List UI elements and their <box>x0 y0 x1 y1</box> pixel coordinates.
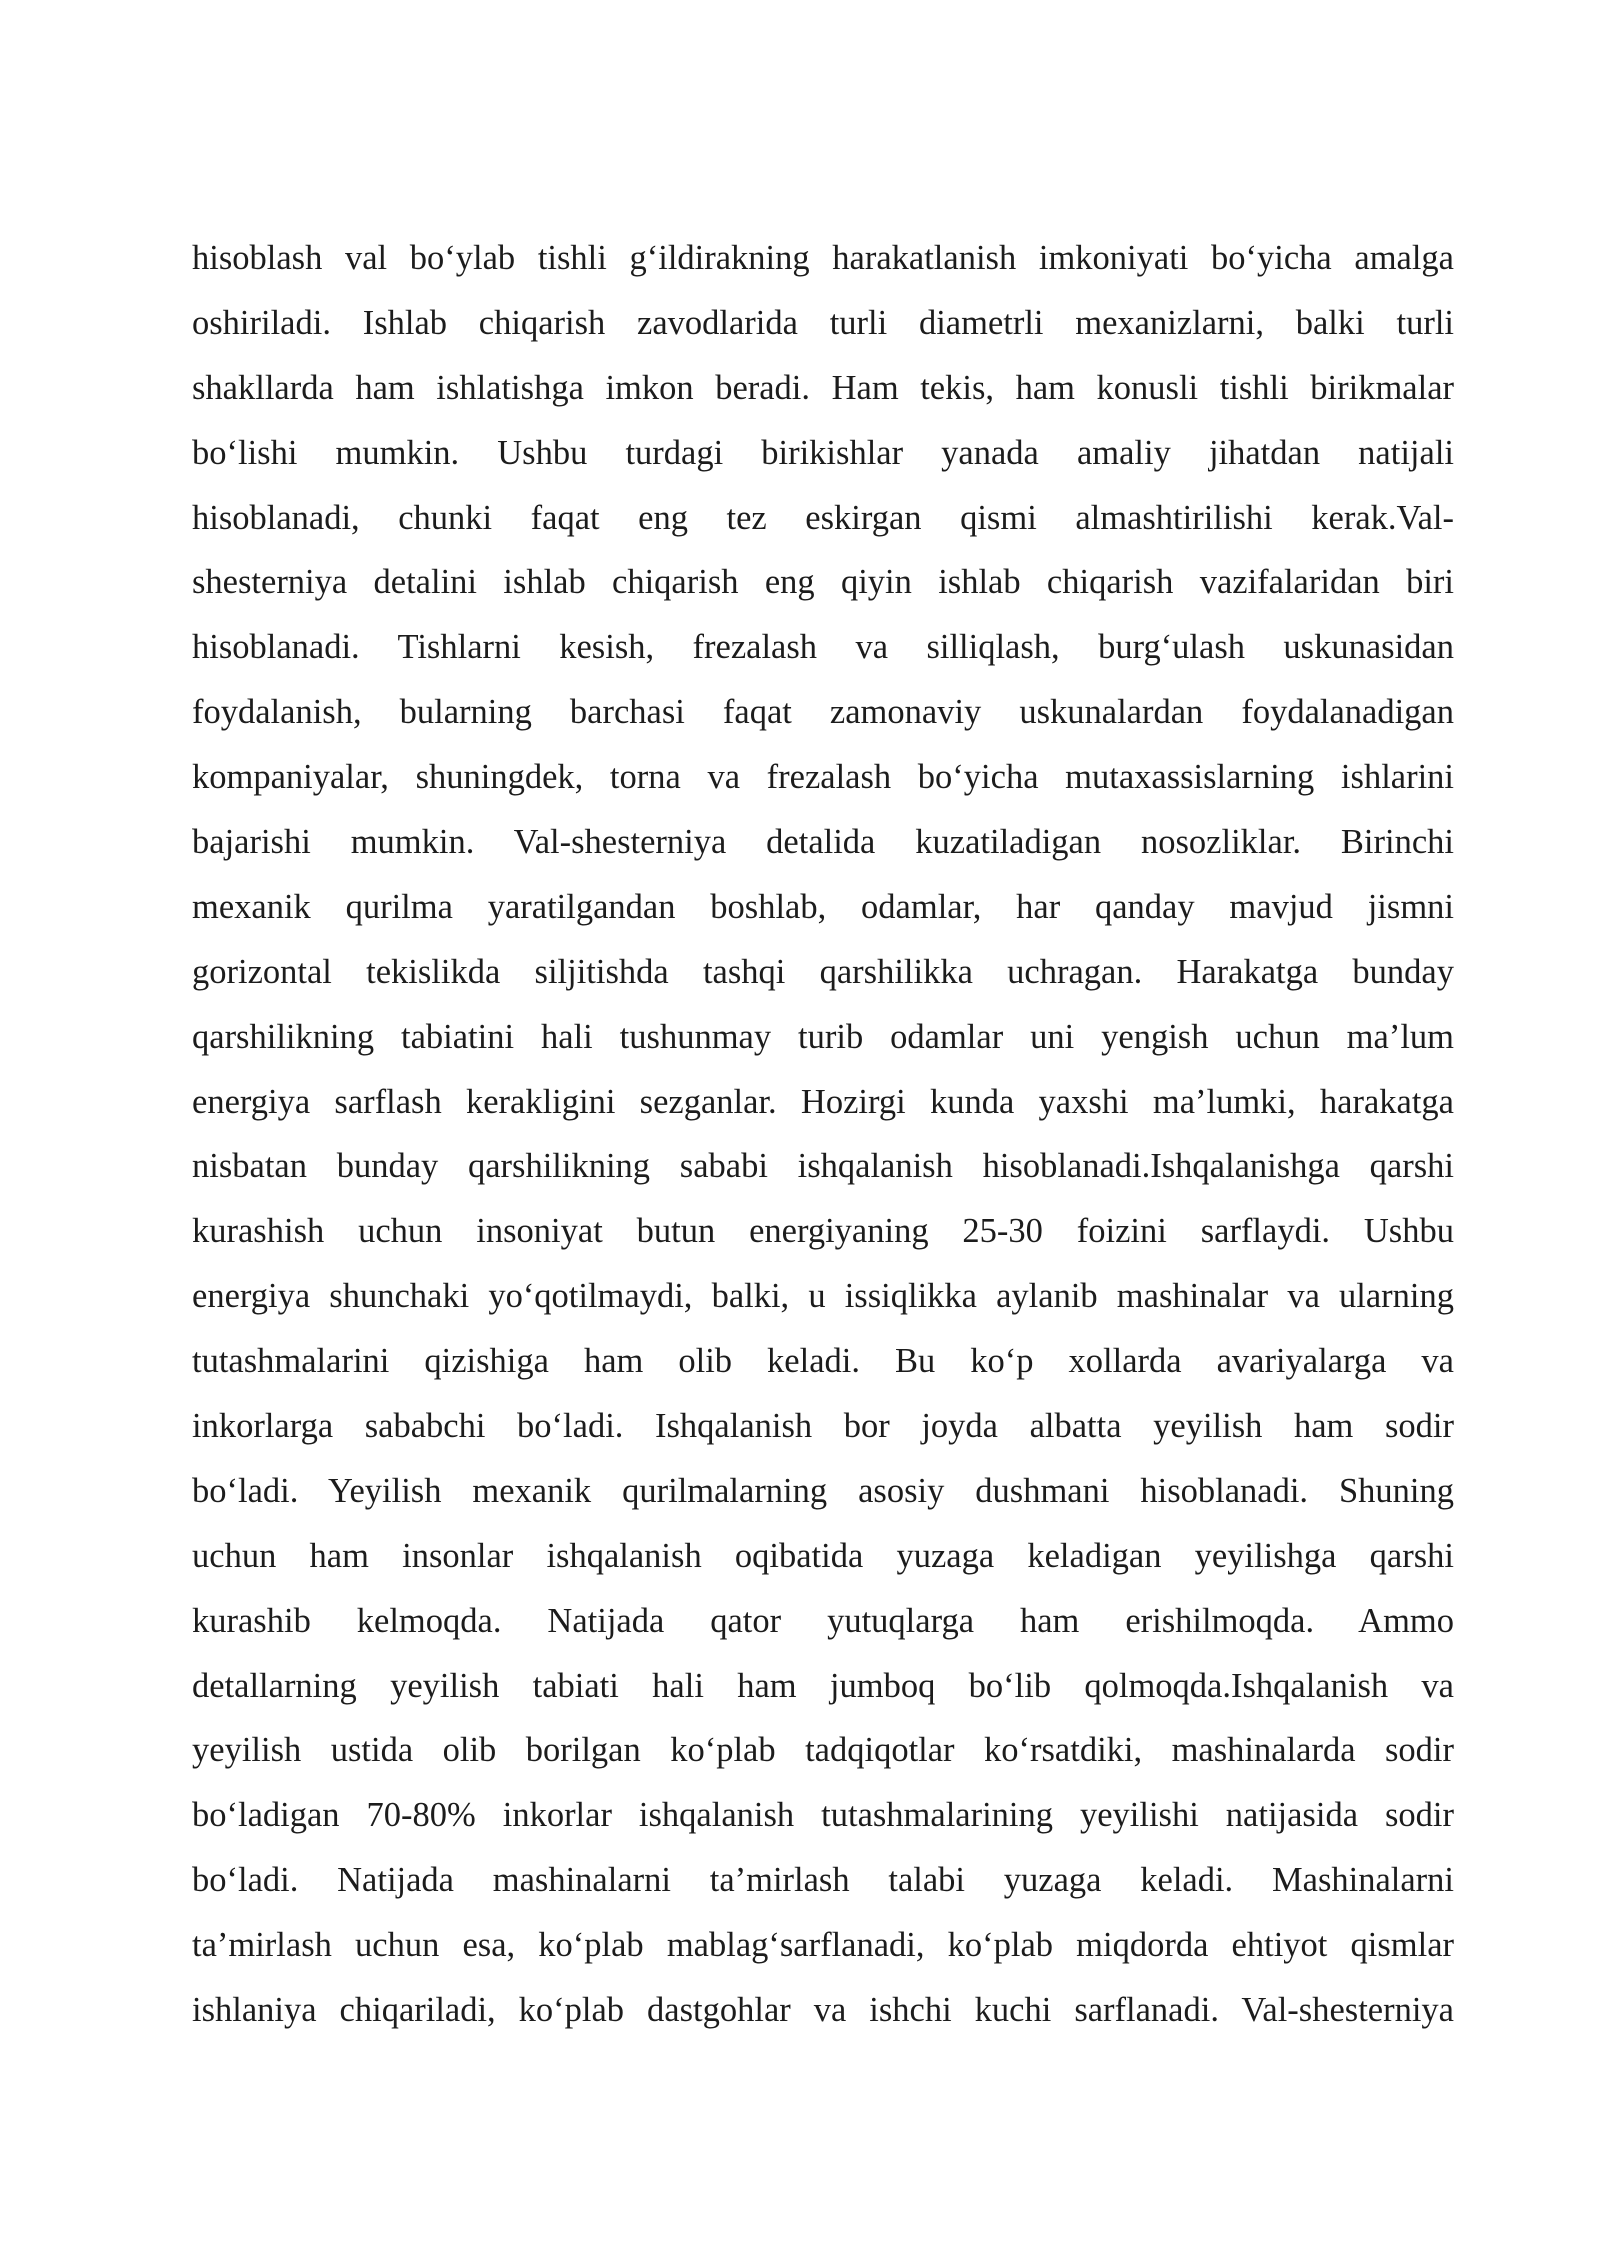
text-line: detallarning yeyilish tabiati hali ham jumboq bo‘lib qolmoqda.Ishqalanish va <box>192 1666 1454 1705</box>
text-line: mexanik qurilma yaratilgandan boshlab, odamlar, har qanday mavjud jismni <box>192 887 1454 926</box>
text-line: energiya shunchaki yo‘qotilmaydi, balki, u issiqlikka aylanib mashinalar va ularning <box>192 1277 1454 1316</box>
text-line: kompaniyalar, shuningdek, torna va frezalash bo‘yicha mutaxassislarning ishlarini <box>192 758 1454 797</box>
text-line: kurashib kelmoqda. Natijada qator yutuqlarga ham erishilmoqda. Ammo <box>192 1601 1454 1640</box>
body-paragraph <box>192 226 1454 2043</box>
text-line: uchun ham insonlar ishqalanish oqibatida yuzaga keladigan yeyilishga qarshi <box>192 1536 1454 1575</box>
text-line: gorizontal tekislikda siljitishda tashqi qarshilikka uchragan. Harakatga bunday <box>192 952 1454 991</box>
text-line: foydalanish, bularning barchasi faqat zamonaviy uskunalardan foydalanadigan <box>192 693 1454 732</box>
text-line: inkorlarga sababchi bo‘ladi. Ishqalanish bor joyda albatta yeyilish ham sodir <box>192 1407 1454 1446</box>
text-line: bo‘ladi. Yeyilish mexanik qurilmalarning asosiy dushmani hisoblanadi. Shuning <box>192 1471 1454 1510</box>
text-line: bajarishi mumkin. Val-shesterniya detalida kuzatiladigan nosozliklar. Birinchi <box>192 823 1454 862</box>
text-line: bo‘lishi mumkin. Ushbu turdagi birikishlar yanada amaliy jihatdan natijali <box>192 433 1454 472</box>
text-line: shesterniya detalini ishlab chiqarish eng qiyin ishlab chiqarish vazifalaridan biri <box>192 563 1454 602</box>
text-line: shakllarda ham ishlatishga imkon beradi. Ham tekis, ham konusli tishli birikmalar <box>192 368 1454 407</box>
text-line: yeyilish ustida olib borilgan ko‘plab tadqiqotlar ko‘rsatdiki, mashinalarda sodir <box>192 1731 1454 1770</box>
text-line: bo‘ladigan 70-80% inkorlar ishqalanish tutashmalarining yeyilishi natijasida sodir <box>192 1796 1454 1835</box>
text-line: ishlaniya chiqariladi, ko‘plab dastgohlar va ishchi kuchi sarflanadi. Val-shesterniya <box>192 1991 1454 2030</box>
text-line: tutashmalarini qizishiga ham olib keladi. Bu ko‘p xollarda avariyalarga va <box>192 1342 1454 1381</box>
text-line: ta’mirlash uchun esa, ko‘plab mablag‘sarflanadi, ko‘plab miqdorda ehtiyot qismlar <box>192 1926 1454 1965</box>
text-line: qarshilikning tabiatini hali tushunmay turib odamlar uni yengish uchun ma’lum <box>192 1017 1454 1056</box>
text-line: energiya sarflash kerakligini sezganlar. Hozirgi kunda yaxshi ma’lumki, harakatga <box>192 1082 1454 1121</box>
text-line: hisoblanadi, chunki faqat eng tez eskirgan qismi almashtirilishi kerak.Val- <box>192 498 1454 537</box>
text-line: oshiriladi. Ishlab chiqarish zavodlarida turli diametrli mexanizlarni, balki turli <box>192 303 1454 342</box>
text-line: kurashish uchun insoniyat butun energiyaning 25-30 foizini sarflaydi. Ushbu <box>192 1212 1454 1251</box>
text-line: hisoblash val bo‘ylab tishli g‘ildirakning harakatlanish imkoniyati bo‘yicha amalga <box>192 239 1454 277</box>
text-line: bo‘ladi. Natijada mashinalarni ta’mirlash talabi yuzaga keladi. Mashinalarni <box>192 1861 1454 1900</box>
text-line: nisbatan bunday qarshilikning sababi ishqalanish hisoblanadi.Ishqalanishga qarshi <box>192 1147 1454 1186</box>
text-line: hisoblanadi. Tishlarni kesish, frezalash va silliqlash, burg‘ulash uskunasidan <box>192 628 1454 667</box>
